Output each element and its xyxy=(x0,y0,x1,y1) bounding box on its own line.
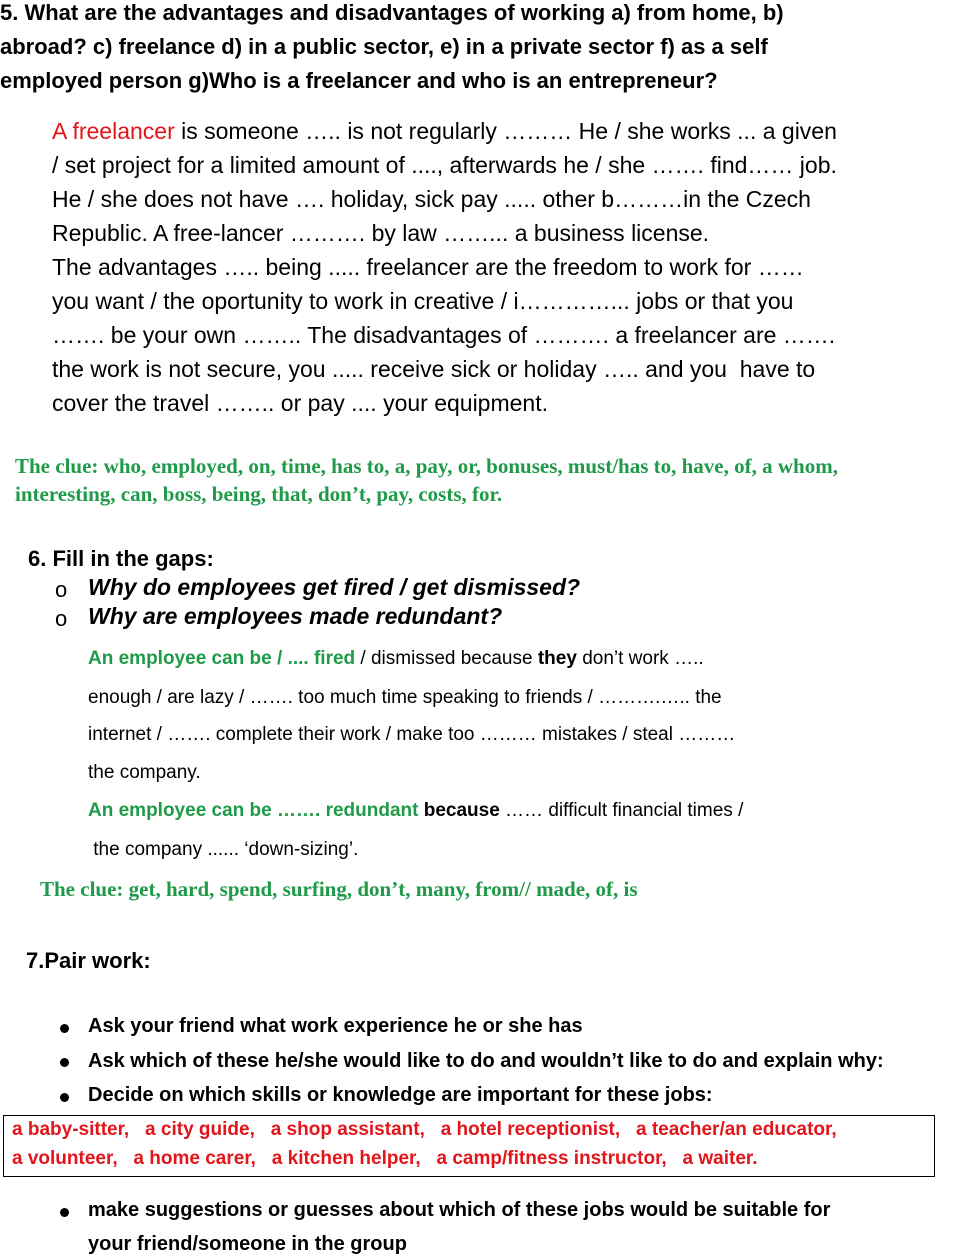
freelancer-term: A freelancer xyxy=(52,118,175,144)
q7-last-bullet-line-2: your friend/someone in the group xyxy=(88,1233,407,1255)
q6-fill-line-6: the company ...... ‘down-sizing’. xyxy=(88,839,359,860)
q6-fill-end-2: …… difficult financial times / xyxy=(499,800,744,821)
q6-question-1: Why do employees get fired / get dismissed? xyxy=(88,574,581,600)
q7-bullet-1: Ask your friend what work experience he or she has xyxy=(88,1015,583,1037)
q7-heading: 7.Pair work: xyxy=(26,948,151,973)
q6-fill-green-text-2: An employee can be ……. redundant xyxy=(88,800,419,821)
q7-last-bullet-line-1: make suggestions or guesses about which of these jobs would be suitable for xyxy=(88,1199,831,1221)
q6-question-2: Why are employees made redundant? xyxy=(88,603,503,629)
q5-paragraph-line-9: cover the travel …….. or pay .... your equipment. xyxy=(52,390,548,416)
q6-bullet-marker-1: o xyxy=(55,577,68,602)
q6-fill-bold-word: they xyxy=(537,648,577,669)
q6-fill-end: don’t work ….. xyxy=(576,648,704,669)
jobs-line-2: a volunteer, a home carer, a kitchen helper, a camp/fitness instructor, a waiter. xyxy=(12,1148,758,1169)
bullet-dot-icon xyxy=(60,1058,69,1067)
q5-paragraph-line-6: you want / the oportunity to work in creative / i…………... jobs or that you xyxy=(52,288,794,314)
q6-fill-line-2: enough / are lazy / ……. too much time speaking to friends / ……….….. the xyxy=(88,687,722,708)
q7-bullet-2: Ask which of these he/she would like to do and wouldn’t like to do and explain why: xyxy=(88,1050,884,1072)
q6-fill-line-1 xyxy=(88,648,704,670)
jobs-line-1: a baby-sitter, a city guide, a shop assistant, a hotel receptionist, a teacher/an educator, xyxy=(12,1119,837,1140)
q5-paragraph-text: is someone ….. is not regularly ……… He / she works ... a given xyxy=(174,118,837,144)
q5-clue-line-1: The clue: who, employed, on, time, has to, a, pay, or, bonuses, must/has to, have, of, a whom, xyxy=(15,454,838,478)
q5-paragraph-line-1 xyxy=(52,118,837,145)
q5-paragraph-line-4: Republic. A free-lancer ………. by law ……... a business license. xyxy=(52,220,710,246)
bullet-dot-icon xyxy=(60,1208,69,1217)
q6-fill-line-5 xyxy=(88,800,743,822)
q5-paragraph-line-2: / set project for a limited amount of ...., afterwards he / she ……. find…… job. xyxy=(52,152,837,178)
bullet-dot-icon xyxy=(60,1024,69,1033)
q6-bullet-marker-2: o xyxy=(55,606,68,631)
q6-fill-green-text: An employee can be / .... fired xyxy=(88,648,356,669)
q6-fill-text: / dismissed because xyxy=(355,648,538,669)
q6-fill-line-4: the company. xyxy=(88,762,201,783)
q5-paragraph-line-5: The advantages ….. being ..... freelancer are the freedom to work for …… xyxy=(52,254,804,280)
q6-fill-line-3: internet / ……. complete their work / make too ……… mistakes / steal ……… xyxy=(88,724,736,745)
q7-bullet-3: Decide on which skills or knowledge are important for these jobs: xyxy=(88,1084,713,1106)
q6-clue: The clue: get, hard, spend, surfing, don’t, many, from// made, of, is xyxy=(40,877,638,901)
q5-clue-line-2: interesting, can, boss, being, that, don’t, pay, costs, for. xyxy=(15,482,503,506)
q5-paragraph-line-3: He / she does not have …. holiday, sick pay ..... other b………in the Czech xyxy=(52,186,811,212)
q5-paragraph-line-8: the work is not secure, you ..... receive sick or holiday ….. and you have to xyxy=(52,356,816,382)
q5-heading-line-2: abroad? c) freelance d) in a public sector, e) in a private sector f) as a self xyxy=(0,34,768,59)
q5-heading-line-3: employed person g)Who is a freelancer and who is an entrepreneur? xyxy=(0,68,718,93)
q6-heading: 6. Fill in the gaps: xyxy=(28,546,214,571)
q6-fill-bold-word-2: because xyxy=(418,800,500,821)
q5-heading-line-1: 5. What are the advantages and disadvantages of working a) from home, b) xyxy=(0,0,784,25)
bullet-dot-icon xyxy=(60,1093,69,1102)
q5-paragraph-line-7: ……. be your own …….. The disadvantages of ………. a freelancer are ……. xyxy=(52,322,836,348)
